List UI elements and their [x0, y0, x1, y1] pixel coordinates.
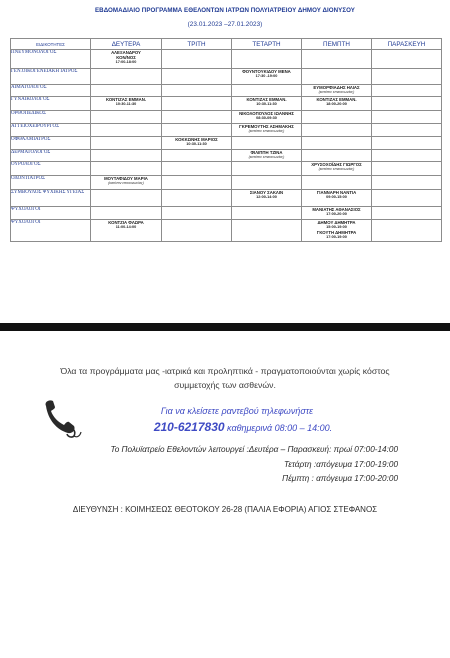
table-header-row	[11, 39, 442, 50]
schedule-cell	[302, 111, 372, 124]
schedule-cell	[162, 50, 232, 69]
column-header: ΤΕΤΑΡΤΗ	[232, 39, 302, 50]
schedule-cell	[372, 190, 442, 207]
time-slot: 11:00-14:00	[115, 225, 137, 229]
schedule-cell	[91, 150, 162, 162]
phone-number[interactable]: 210-6217830	[153, 420, 225, 434]
intro-line: συμμετοχής των ασθενών.	[174, 380, 276, 390]
time-slot: 17:00-20:00	[326, 212, 347, 216]
table-row	[11, 137, 442, 150]
table-row	[11, 207, 442, 220]
doctor-name: ΔΗΜΟΥ ΔΗΜΗΤΡΑ	[317, 220, 356, 225]
schedule-cell	[372, 97, 442, 111]
table-row	[11, 190, 442, 207]
schedule-cell	[91, 207, 162, 220]
specialty-cell: ΟΡΘΟΠΕΔΙΚΟΣ	[11, 111, 91, 124]
schedule-cell	[302, 97, 372, 111]
table-row	[11, 111, 442, 124]
doctor-name: ΜΟΥΤΑΦΙΔΟΥ ΜΑΡΙΑ	[104, 176, 148, 181]
table-row	[11, 150, 442, 162]
appointment-note: (κατόπιν επικοινωνίας)	[318, 90, 355, 94]
specialty-cell: ΨΥΧΟΛΟΓΟΙ	[11, 207, 91, 220]
schedule-cell	[91, 162, 162, 176]
schedule-cell	[162, 97, 232, 111]
schedule-cell	[302, 69, 372, 85]
table-row	[11, 85, 442, 97]
address: ΔΙΕΥΘΥΝΣΗ : ΚΟΙΜΗΣΕΩΣ ΘΕΟΤΟΚΟΥ 26-28 (ΠΑΛΙΑ ΕΦΟΡΙΑ) ΑΓΙΟΣ ΣΤΕΦΑΝΟΣ	[72, 505, 378, 514]
schedule-cell	[302, 162, 372, 176]
schedule-cell	[162, 124, 232, 137]
schedule-body	[11, 50, 442, 242]
table-row	[11, 162, 442, 176]
schedule-cell	[232, 85, 302, 97]
doctor-name: ΚΟΝΤΙΖΑΣ ΕΜΜΑΝ.	[105, 97, 147, 102]
time-slot: 18:00-20:00	[326, 102, 347, 106]
specialty-cell: ΟΦΘΑΛΜΙΑΤΡΟΣ	[11, 137, 91, 150]
schedule-cell	[372, 85, 442, 97]
schedule-cell	[91, 69, 162, 85]
time-slot: 08:30-09:30	[256, 116, 277, 120]
column-header: ΕΙΔΙΚΟΤΗΤΕΣ	[11, 39, 91, 50]
schedule-cell	[91, 50, 162, 69]
schedule-dates: (23.01.2023 –27.01.2023)	[187, 21, 263, 28]
schedule-cell	[91, 220, 162, 242]
schedule-cell	[91, 137, 162, 150]
hours-line: Το Πολυϊατρείο Εθελοντών λειτουργεί :Δευτέρα – Παρασκευή: πρωί 07:00-14:00	[110, 445, 398, 454]
specialty-cell: ΟΔΟΝΤΙΑΤΡΟΣ	[11, 176, 91, 190]
time-slot: 09:00-15:00	[326, 195, 347, 199]
doctor-name: ΓΚΡΕΜΟΥΤΗΣ ΑΣΗΜΑΚΗΣ	[239, 124, 294, 129]
doctor-name: ΚΟΝΤΙΖΑΣ ΕΜΜΑΝ.	[246, 97, 287, 102]
schedule-cell	[162, 220, 232, 242]
hours-line: Πέμπτη : απόγευμα 17:00-20:00	[282, 474, 398, 483]
schedule-cell	[372, 220, 442, 242]
time-slot: 10:30-11:30	[256, 102, 277, 106]
doctor-name: ΚΟΝΤΖΙΑ ΦΛΩΡΑ	[108, 220, 144, 225]
appointment-note: (κατόπιν επικοινωνίας)	[108, 181, 144, 185]
info-page	[0, 331, 450, 658]
schedule-cell	[91, 176, 162, 190]
time-slot: 12:00-14:00	[256, 195, 277, 199]
schedule-cell	[302, 190, 372, 207]
table-row	[11, 220, 442, 242]
doctor-name: ΓΙΑΝΝΑΡΗ ΝΑΝΤΙΑ	[316, 190, 357, 195]
intro-line: Όλα τα προγράμματα μας -ιατρικά και προληπτικά - πραγματοποιούνται χωρίς κόστος	[60, 366, 390, 376]
doctor-name: ΚΟΝ/ΝΟΣ	[116, 55, 136, 60]
schedule-cell	[302, 176, 372, 190]
time-slot: 10:30-11:30	[115, 102, 137, 106]
schedule-cell	[232, 124, 302, 137]
schedule-cell	[302, 124, 372, 137]
table-row	[11, 176, 442, 190]
time-slot: 15:00-19:00	[326, 225, 347, 229]
schedule-cell	[91, 85, 162, 97]
doctor-name: ΝΙΚΟΛΟΠΟΥΛΟΣ ΙΩΑΝΝΗΣ	[239, 111, 294, 116]
schedule-cell	[232, 150, 302, 162]
schedule-cell	[302, 150, 372, 162]
schedule-cell	[372, 207, 442, 220]
column-header: ΤΡΙΤΗ	[162, 39, 232, 50]
schedule-cell	[372, 150, 442, 162]
schedule-cell	[302, 207, 372, 220]
schedule-cell	[232, 111, 302, 124]
doctor-name: ΚΟΚΚΩΝΗΣ ΜΑΡΙΟΣ	[175, 137, 218, 142]
time-slot: 17:30 -19:00	[255, 74, 278, 78]
schedule-cell	[232, 50, 302, 69]
table-row	[11, 69, 442, 85]
specialty-cell: ΑΓΓΕΙΟΧΕΙΡΟΥΡΓΟΣ	[11, 124, 91, 137]
schedule-cell	[91, 190, 162, 207]
schedule-page	[0, 0, 450, 323]
schedule-cell	[162, 85, 232, 97]
specialty-cell: ΔΕΡΜΑΤΟΛΟΓΟΣ	[11, 150, 91, 162]
specialty-cell: ΓΥΝΑΙΚΟΛΟΓΟΣ	[11, 97, 91, 111]
schedule-cell	[162, 162, 232, 176]
doctor-name: ΕΥΜΟΡΦΙΑΔΗΣ ΗΛΙΑΣ	[313, 85, 360, 90]
doctor-name: ΑΛΕΞΑΝΔΡΟΥ	[111, 50, 141, 55]
schedule-cell	[91, 111, 162, 124]
time-slot: 10:30-11:30	[186, 142, 207, 146]
telephone-handset-icon	[40, 396, 82, 440]
doctor-name: ΣΙΑΝΟΥ ΣΑΚΛΙΝ	[249, 190, 284, 195]
appointment-text: Για να κλείσετε ραντεβού τηλεφωνήστε	[160, 406, 314, 416]
specialty-cell: ΟΥΡΟΛΟΓΟΣ	[11, 162, 91, 176]
time-slot: 17:00-19:00	[326, 234, 347, 239]
specialty-cell: ΓΕΝ.ΟΙΚΟΓΕΝΕΙΑΚΗ ΙΑΤΡΟΣ	[11, 69, 91, 85]
column-header: ΠΑΡΑΣΚΕΥΗ	[372, 39, 442, 50]
schedule-table	[10, 38, 442, 242]
column-header: ΠΕΜΠΤΗ	[302, 39, 372, 50]
page-separator	[0, 323, 450, 331]
schedule-cell	[232, 137, 302, 150]
schedule-cell	[372, 162, 442, 176]
schedule-cell	[232, 97, 302, 111]
doctor-name: ΚΟΝΤΙΖΑΣ ΕΜΜΑΝ.	[316, 97, 357, 102]
specialty-cell: ΨΥΧΟΛΟΓΟΙ	[11, 220, 91, 242]
schedule-cell	[232, 207, 302, 220]
schedule-cell	[162, 137, 232, 150]
schedule-cell	[302, 137, 372, 150]
appointment-note: (κατόπιν επικοινωνίας)	[248, 155, 285, 159]
schedule-cell	[162, 69, 232, 85]
phone-hours: καθημερινά 08:00 – 14:00.	[224, 423, 333, 433]
doctor-name: ΦΙΛΙΠΠΗ ΤΖΙΝΑ	[250, 150, 283, 155]
appointment-note: (κατόπιν επικοινωνίας)	[318, 167, 355, 171]
schedule-cell	[302, 220, 372, 242]
table-row	[11, 97, 442, 111]
schedule-cell	[372, 137, 442, 150]
schedule-title: ΕΒΔΟΜΑΔΙΑΙΟ ΠΡΟΓΡΑΜΜΑ ΕΘΕΛΟΝΤΩΝ ΙΑΤΡΩΝ ΠΟΛΥΙΑΤΡΕΙΟΥ ΔΗΜΟΥ ΔΙΟΝΥΣΟΥ	[95, 7, 355, 14]
schedule-cell	[232, 220, 302, 242]
time-slot: 17:00-18:00	[115, 60, 137, 64]
schedule-cell	[232, 190, 302, 207]
phone-line	[108, 420, 378, 434]
hours-line: Τετάρτη :απόγευμα 17:00-19:00	[283, 460, 398, 469]
schedule-cell	[162, 150, 232, 162]
specialty-cell: ΠΝΕΥΜΟΝΟΛΟΓΟΣ	[11, 50, 91, 69]
schedule-cell	[232, 176, 302, 190]
schedule-cell	[232, 162, 302, 176]
schedule-cell	[162, 176, 232, 190]
schedule-cell	[372, 50, 442, 69]
schedule-cell	[91, 97, 162, 111]
doctor-name: ΦΟΥΝΤΟΥΚΙΔΟΥ ΜΕΝΑ	[242, 69, 291, 74]
schedule-cell	[372, 176, 442, 190]
doctor-name: ΓΚΟΥΤΗ ΔΗΜΗΤΡΑ	[316, 229, 357, 235]
specialty-cell: ΣΥΜΒΟΥΛΟΣ ΨΥΧΙΚΗΣ ΥΓΕΙΑΣ	[11, 190, 91, 207]
specialty-cell: ΑΙΜΑΤΟΛΟΓΟΣ	[11, 85, 91, 97]
schedule-cell	[232, 69, 302, 85]
schedule-cell	[162, 207, 232, 220]
doctor-name: ΧΡΥΣΟΧΟΪΔΗΣ ΓΙΩΡΓΟΣ	[311, 162, 362, 167]
schedule-cell	[302, 85, 372, 97]
doctor-name: ΜΑΝΙΑΤΗΣ ΑΘΑΝΑΣΙΟΣ	[312, 207, 361, 212]
schedule-cell	[372, 69, 442, 85]
schedule-cell	[372, 124, 442, 137]
schedule-cell	[372, 111, 442, 124]
schedule-cell	[302, 50, 372, 69]
column-header: ΔΕΥΤΕΡΑ	[91, 39, 162, 50]
schedule-cell	[162, 111, 232, 124]
appointment-note: (κατόπιν επικοινωνίας)	[248, 129, 285, 133]
schedule-cell	[91, 124, 162, 137]
table-row	[11, 124, 442, 137]
schedule-cell	[162, 190, 232, 207]
table-row	[11, 50, 442, 69]
